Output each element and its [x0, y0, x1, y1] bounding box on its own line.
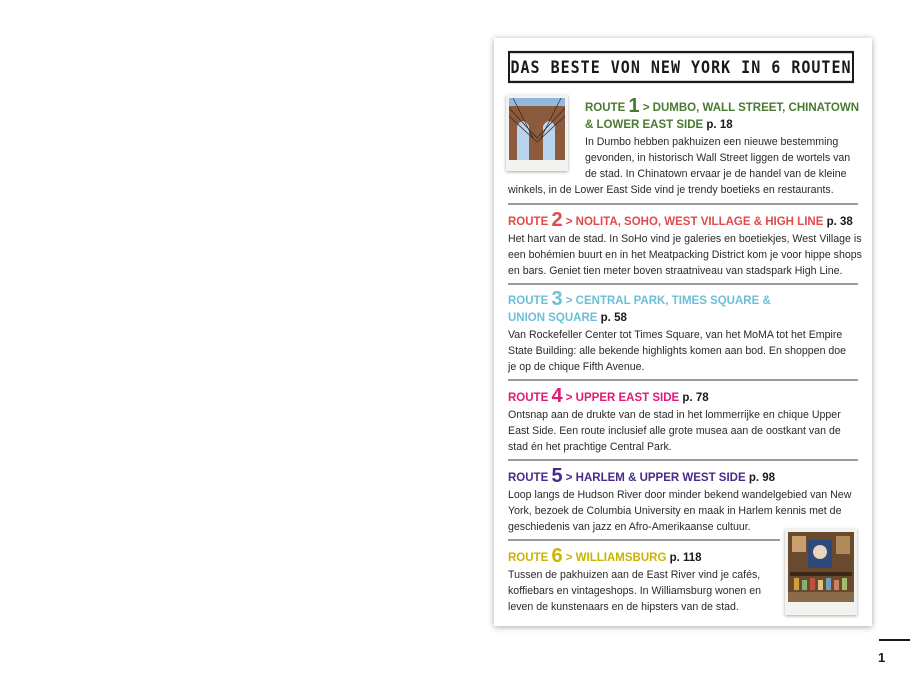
route-1-heading: [585, 95, 861, 134]
route-6: [508, 545, 780, 615]
brooklyn-bridge-photo: [506, 95, 568, 171]
page-ref: p. 78: [679, 392, 709, 404]
route-3-description: Van Rockefeller Center tot Times Square, van het MoMA tot het Empire State Building: alle bekende highlights komen aan bod. En shoppen doe je op de chique Fifth Avenue.: [508, 329, 847, 373]
route-5-heading: ROUTE 5 > HARLEM & UPPER WEST SIDE p. 98: [508, 465, 776, 487]
route-label: ROUTE: [585, 102, 629, 114]
route-6-heading: ROUTE 6 > WILLIAMSBURG p. 118: [508, 545, 702, 567]
route-number: 3: [551, 288, 563, 310]
route-number: 6: [551, 545, 563, 567]
route-number: 2: [551, 209, 563, 231]
route-title-cont: & LOWER EAST SIDE: [585, 119, 704, 131]
route-1: [508, 95, 861, 198]
guide-card: [494, 38, 872, 626]
page-ref: p. 118: [666, 552, 702, 564]
route-2: [508, 209, 862, 279]
route-3: [508, 288, 858, 375]
route-number: 5: [551, 465, 563, 487]
divider: [508, 539, 780, 541]
divider: [508, 379, 858, 381]
route-3-heading: ROUTE 3 > CENTRAL PARK, TIMES SQUARE & UNION SQUARE p. 58: [508, 288, 771, 324]
page-ref: p. 58: [597, 312, 627, 324]
page-number-rule: [879, 639, 910, 641]
route-4: [508, 385, 858, 455]
williamsburg-shop-photo: [785, 529, 857, 615]
divider: [508, 203, 858, 205]
divider: [508, 459, 858, 461]
page-number: 1: [878, 650, 886, 665]
page-ref: p. 98: [745, 472, 776, 484]
section-banner: DAS BESTE VON NEW YORK IN 6 ROUTEN: [508, 51, 854, 83]
page-ref: p. 38: [823, 216, 853, 228]
route-4-description: Ontsnap aan de drukte van de stad in het lommerrijke en chique Upper East Side. Een route inclusief alle grote musea aan de oostkant van de stad én het prachtige Central Park.: [508, 409, 841, 453]
route-number: 1: [628, 95, 640, 117]
route-title: > DUMBO, WALL STREET, CHINATOWN: [639, 102, 860, 114]
route-number: 4: [551, 385, 563, 407]
route-4-heading: ROUTE 4 > UPPER EAST SIDE p. 78: [508, 385, 709, 407]
route-6-description: Tussen de pakhuizen aan de East River vind je cafés, koffiebars en vintageshops. In Williamsburg wonen en leven de kunstenaars en de hipsters van de stad.: [508, 569, 762, 613]
route-5: [508, 465, 858, 535]
route-1-description: In Dumbo hebben pakhuizen een nieuwe bestemming gevonden, in historisch Wall Street liggen de wortels van de stad. In Chinatown ervaar je de handel van de kleine winkels, in de Lower East Side vind je trendy boetieks en restaurants.: [508, 136, 851, 196]
route-2-heading: ROUTE 2 > NOLITA, SOHO, WEST VILLAGE & HIGH LINE p. 38: [508, 209, 853, 231]
route-2-description: Het hart van de stad. In SoHo vind je galeries en boetiekjes, West Village is een bohémien buurt en in het Meatpacking District kom je voor hippe shops en bars. Geniet tien meter boven straatniveau van stadspark High Line.: [508, 233, 862, 277]
divider: [508, 283, 858, 285]
page-ref: p. 18: [703, 119, 733, 131]
route-5-description: Loop langs de Hudson River door minder bekend wandelgebied van New York, bezoek de Columbia University en maak in Harlem kennis met de geschiedenis van jazz en Afro-Amerikaanse cultuur.: [508, 489, 852, 533]
